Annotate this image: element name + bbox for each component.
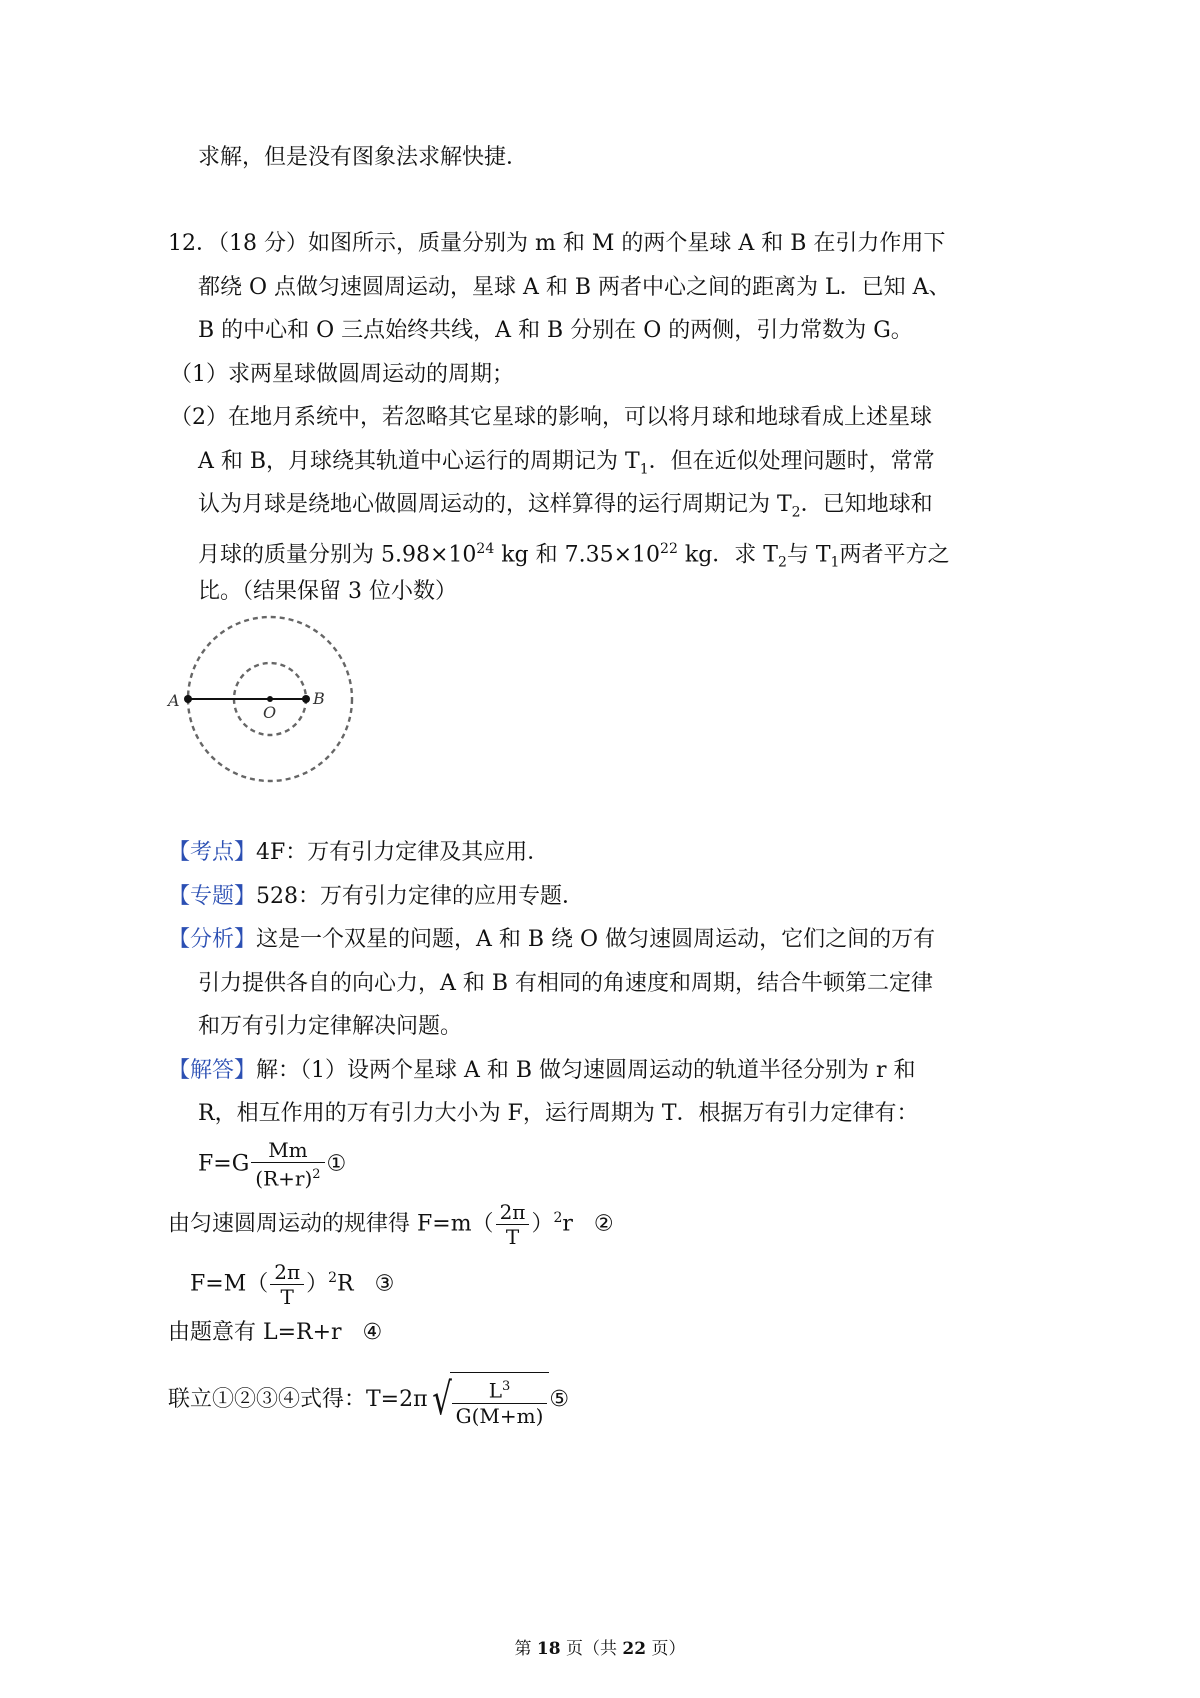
q12-part2-line3: 认为月球是绕地心做圆周运动的，这样算得的运行周期记为 $T_2$．已知地球和 xyxy=(198,492,933,521)
q12-line1: 12．（18 分）如图所示，质量分别为 m 和 M 的两个星球 A 和 B 在引力作用下 xyxy=(168,231,946,256)
total-pages: 22 xyxy=(622,1639,647,1659)
equation-3: F=M（ $\frac{2\pi}{T}$ ）$^2$R ③ xyxy=(190,1260,395,1309)
label-o: O xyxy=(263,703,277,722)
star-b-dot xyxy=(302,695,310,703)
label-a: A xyxy=(168,691,180,710)
fenxi: 【分析】这是一个双星的问题，A 和 B 绕 O 做匀速圆周运动，它们之间的万有 xyxy=(168,927,936,952)
current-page: 18 xyxy=(536,1639,561,1659)
label-b: B xyxy=(313,689,325,708)
fenxi-tag: 【分析】 xyxy=(168,927,257,952)
kaodian: 【考点】4F：万有引力定律及其应用． xyxy=(168,840,550,865)
q12-part2-line5: 比。（结果保留 3 位小数） xyxy=(198,579,457,604)
equation-5: 联立①②③④式得：T=2π√ $\frac{L^3}{G(M+m)}$ ⑤ xyxy=(168,1374,570,1428)
zhuanti: 【专题】528：万有引力定律的应用专题． xyxy=(168,884,585,909)
fenxi-line2: 引力提供各自的向心力，A 和 B 有相同的角速度和周期，结合牛顿第二定律 xyxy=(198,971,934,996)
center-o-dot xyxy=(267,696,273,702)
q12-line3: B 的中心和 O 三点始终共线，A 和 B 分别在 O 的两侧，引力常数为 G。 xyxy=(198,318,913,343)
page-footer: 第 18 页（共 22 页） xyxy=(514,1639,686,1659)
top-line: 求解，但是没有图象法求解快捷． xyxy=(198,145,529,170)
jieda: 【解答】解：（1）设两个星球 A 和 B 做匀速圆周运动的轨道半径分别为 r 和 xyxy=(168,1058,916,1083)
kaodian-tag: 【考点】 xyxy=(168,840,257,865)
q12-part2-line2: A 和 B，月球绕其轨道中心运行的周期记为 $T_1$．但在近似处理问题时，常常 xyxy=(198,449,935,478)
equation-4: 由题意有 L=R+r ④ xyxy=(168,1320,383,1345)
q12-part1: （1）求两星球做圆周运动的周期； xyxy=(170,362,514,387)
star-a-dot xyxy=(184,695,192,703)
q12-line2: 都绕 O 点做匀速圆周运动，星球 A 和 B 两者中心之间的距离为 L．已知 A、 xyxy=(198,275,951,300)
fenxi-line3: 和万有引力定律解决问题。 xyxy=(198,1014,463,1039)
q12-part2-line1: （2）在地月系统中，若忽略其它星球的影响，可以将月球和地球看成上述星球 xyxy=(170,405,932,430)
equation-2: 由匀速圆周运动的规律得 F=m（ $\frac{2\pi}{T}$ ）$^2$r ② xyxy=(168,1200,614,1249)
q12-part2-line4: 月球的质量分别为 $5.98\times 10^{24}$ kg 和 $7.35\times 10^{22}$ kg．求 $T_2$与 $T_1$两者平方之 xyxy=(198,541,950,571)
jieda-tag: 【解答】 xyxy=(168,1058,257,1083)
jieda-line2: R，相互作用的万有引力大小为 F，运行周期为 T．根据万有引力定律有： xyxy=(198,1101,919,1126)
equation-1: F=G $\frac{Mm}{(R+r)^2}$ ① xyxy=(198,1138,347,1191)
binary-star-figure xyxy=(160,612,370,802)
zhuanti-tag: 【专题】 xyxy=(168,884,257,909)
